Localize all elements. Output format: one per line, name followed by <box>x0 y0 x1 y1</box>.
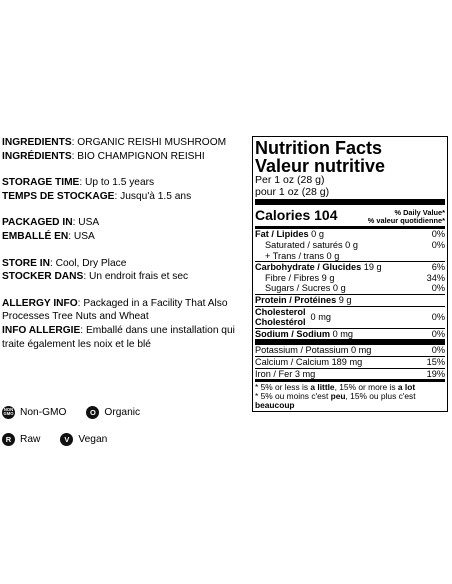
product-info <box>2 136 248 351</box>
ingredients-line: INGREDIENTS: ORGANIC REISHI MUSHROOM <box>2 137 227 148</box>
badge-vegan: V Vegan <box>60 433 107 446</box>
organic-icon: O <box>86 406 99 419</box>
fibre-row: Fibre / Fibres 9 g 34% <box>265 272 445 283</box>
fat-row: Fat / Lipides 0 g 0% <box>255 229 445 240</box>
iron-row: Iron / Fer 3 mg 19% <box>255 368 445 379</box>
vegan-icon: V <box>60 433 73 446</box>
nutrition-facts-panel <box>252 136 448 412</box>
badge-organic: O Organic <box>86 406 140 419</box>
storage-line: STORAGE TIME: Up to 1.5 years <box>2 177 155 189</box>
carbohydrate-row: Carbohydrate / Glucides 19 g 6% <box>255 262 445 273</box>
cholesterol-row: Cholesterol Cholestérol 0 mg 0% <box>255 306 445 328</box>
badge-raw: R Raw <box>2 433 40 446</box>
sodium-row: Sodium / Sodium 0 mg 0% <box>255 328 445 339</box>
nutrition-title: Nutrition Facts <box>255 138 383 158</box>
packaged-line: PACKAGED IN: USA <box>2 217 100 229</box>
allergy-line: ALLERGY INFO: Packaged in a Facility That Also Processes Tree Nuts and Wheat <box>2 297 228 323</box>
certification-badges <box>2 402 248 456</box>
calories-row <box>255 205 445 226</box>
sugars-row: Sugars / Sucres 0 g 0% <box>265 283 445 294</box>
storage-fr-line: TEMPS DE STOCKAGE: Jusqu'à 1.5 ans <box>2 190 192 202</box>
saturated-row: Saturated / saturés 0 g 0% <box>265 240 445 250</box>
calcium-row: Calcium / Calcium 189 mg 15% <box>255 356 445 367</box>
raw-icon: R <box>2 433 15 446</box>
non-gmo-icon: NON GMO <box>2 406 15 419</box>
potassium-row: Potassium / Potassium 0 mg 0% <box>255 345 445 356</box>
serving-size: Per 1 oz (28 g) <box>255 174 325 186</box>
store-line: STORE IN: Cool, Dry Place <box>2 257 127 269</box>
trans-row: + Trans / trans 0 g <box>265 250 340 261</box>
badge-non-gmo: NON GMO Non-GMO <box>3 406 67 418</box>
calories: Calories 104 <box>255 207 338 223</box>
daily-value-header: % Daily Value* % valeur quotidienne* <box>367 208 445 226</box>
nutrition-title-fr: Valeur nutritive <box>255 156 386 176</box>
footnote: * 5% or less is a little, 15% or more is a lot * 5% ou moins c'est peu, 15% ou plus c'est beaucoup <box>255 382 416 410</box>
allergy-fr-line: INFO ALLERGIE: Emballé dans une installation qui traite également les noix et le blé <box>2 324 235 350</box>
protein-row: Protein / Protéines 9 g <box>255 294 352 305</box>
ingredients-fr-line: INGRÉDIENTS: BIO CHAMPIGNON REISHI <box>2 150 205 162</box>
packaged-fr-line: EMBALLÉ EN: USA <box>2 230 95 242</box>
store-fr-line: STOCKER DANS: Un endroit frais et sec <box>2 271 189 283</box>
serving-size-fr: pour 1 oz (28 g) <box>255 185 330 198</box>
